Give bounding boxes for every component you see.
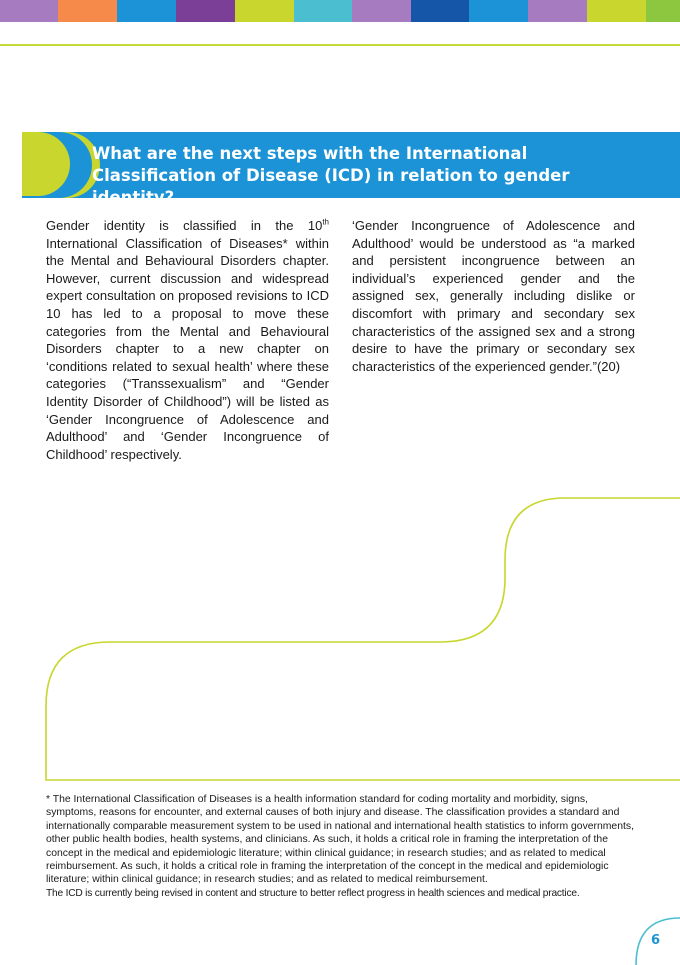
color-stripe-segment <box>0 0 58 22</box>
section-heading: What are the next steps with the International Classification of Disease (ICD) in relation to gender identity? <box>92 144 570 207</box>
color-stripe-segment <box>528 0 587 22</box>
color-stripe-segment <box>646 0 680 22</box>
color-stripe-bar <box>0 0 680 22</box>
color-stripe-segment <box>117 0 176 22</box>
color-stripe-segment <box>469 0 528 22</box>
color-stripe-segment <box>235 0 294 22</box>
footnote-text: * The International Classification of Diseases is a health information standard for coding mortality and morbidity, signs, symptoms, reasons for encounter, and external causes of both injury and disease. The classification provides a standard and internationally comparable measurement system to be used in national and international health statistics to inform governments, other public health bodies, health systems, and clinicians. As such, it holds a critical role in framing the interpretation of the concept in the medical and epidemiologic literature; within clinical guidance; in research studies; and as related to medical reimbursement. As such, it holds a critical role in framing the interpretation of the concept in the medical and epidemiologic literature; within clinical guidance; in research studies; and as related to medical reimbursement. <box>46 794 634 886</box>
color-stripe-segment <box>587 0 646 22</box>
color-stripe-segment <box>352 0 411 22</box>
top-divider <box>0 44 680 46</box>
footnote <box>46 793 636 900</box>
curve-line-upper <box>46 498 680 780</box>
page-number: 6 <box>651 933 661 948</box>
color-stripe-segment <box>411 0 469 22</box>
footnote-revision-note: The ICD is currently being revised in content and structure to better reflect progress in health sciences and medical practice. <box>46 887 580 899</box>
color-stripe-segment <box>176 0 235 22</box>
left-column <box>46 217 329 463</box>
ordinal-superscript: th <box>322 217 329 227</box>
color-stripe-segment <box>294 0 352 22</box>
left-paragraph-start: Gender identity is classified in the 10 <box>46 218 323 233</box>
right-paragraph: ‘Gender Incongruence of Adolescence and Adulthood’ would be understood as “a marked and persistent incongruence between an individual’s experienced gender and the assigned sex, generally including dislike or discomfort with primary and secondary sex characteristics of the assigned sex and a strong desire to have the primary or secondary sex characteristics of the experienced gender.”(20) <box>352 218 635 374</box>
right-column <box>352 217 635 375</box>
left-paragraph-rest: International Classification of Diseases* within the Mental and Behavioural Disorders chapter. However, current discussion and widespread expert consultation on proposed revisions to ICD 10 has led to a proposal to move these categories from the Mental and Behavioural Disorders chapter to a new chapter on ‘conditions related to sexual health’ where these categories (“Transsexualism” and “Gender Identity Disorder of Childhood”) will be listed as ‘Gender Incongruence of Adolescence and Adulthood’ and ‘Gender Incongruence of Childhood’ respectively. <box>46 235 329 462</box>
left-paragraph <box>46 217 329 463</box>
color-stripe-segment <box>58 0 117 22</box>
section-heading-banner <box>22 132 680 207</box>
